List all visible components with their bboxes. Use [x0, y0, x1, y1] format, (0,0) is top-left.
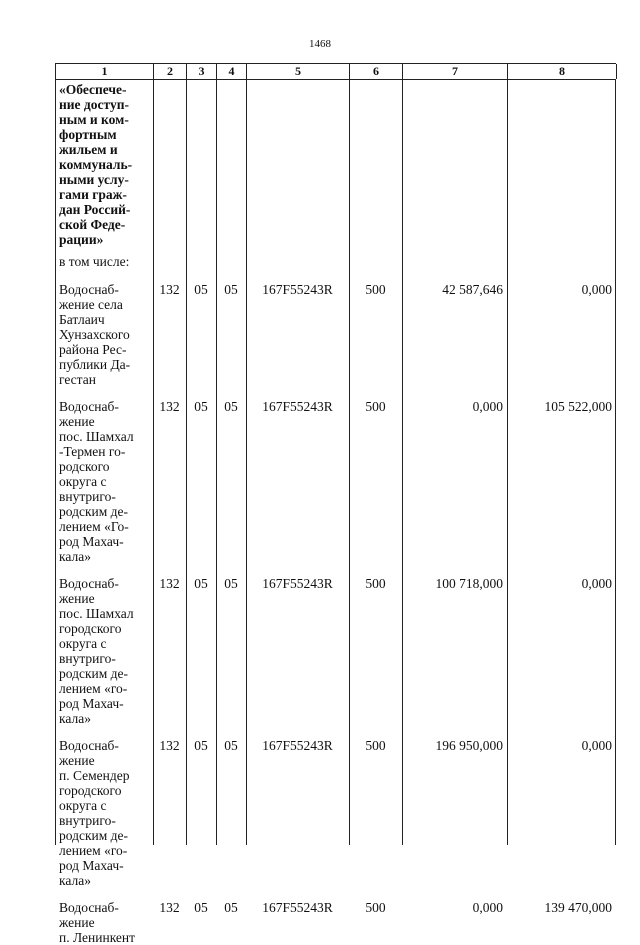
table-row: [55, 576, 616, 726]
code-subsection: 05: [224, 399, 238, 414]
object-name: Водоснаб- жение пос. Шамхал городского округа с внутриго- родским де- лением «го- род Махач- кала»: [59, 576, 134, 726]
column-rule: [246, 80, 247, 845]
column-rule: [153, 80, 154, 845]
code-expense-type: 500: [365, 399, 386, 414]
amount-col-8: 139 470,000: [544, 900, 612, 915]
code-section: 05: [194, 738, 208, 753]
page-number: 1468: [309, 38, 331, 50]
code-subsection: 05: [224, 900, 238, 915]
code-expense-type: 500: [365, 576, 386, 591]
code-ministry: 132: [159, 282, 180, 297]
table-row-subtitle: [55, 254, 616, 269]
table-row: [55, 282, 616, 387]
column-rule: [55, 80, 56, 845]
code-target: 167F55243R: [262, 399, 333, 414]
column-rule: [216, 80, 217, 845]
code-section: 05: [194, 576, 208, 591]
including-label: в том числе:: [59, 254, 130, 269]
table-body: [55, 80, 616, 945]
code-ministry: 132: [159, 399, 180, 414]
header-col-2: 2: [154, 64, 187, 79]
header-col-7: 7: [403, 64, 508, 79]
amount-col-7: 196 950,000: [435, 738, 503, 753]
header-col-3: 3: [187, 64, 217, 79]
amount-col-7: 42 587,646: [442, 282, 503, 297]
object-name: Водоснаб- жение п. Семендер городского округа с внутриго- родским де- лением «го- род Махач- кала»: [59, 738, 130, 888]
code-subsection: 05: [224, 576, 238, 591]
table-row: [55, 738, 616, 888]
program-title: «Обеспече- ние доступ- ным и ком- фортным жильем и коммуналь- ными услу- гами граж- дан Россий- ской Феде- рации»: [59, 82, 133, 247]
column-rule: [186, 80, 187, 845]
amount-col-7: 0,000: [472, 900, 503, 915]
code-expense-type: 500: [365, 738, 386, 753]
code-expense-type: 500: [365, 900, 386, 915]
code-expense-type: 500: [365, 282, 386, 297]
table-header: [55, 63, 616, 80]
code-subsection: 05: [224, 738, 238, 753]
code-section: 05: [194, 399, 208, 414]
header-col-4: 4: [217, 64, 247, 79]
table-row-intro: [55, 82, 616, 247]
amount-col-8: 0,000: [581, 738, 612, 753]
code-target: 167F55243R: [262, 282, 333, 297]
amount-col-8: 105 522,000: [544, 399, 612, 414]
column-rule: [349, 80, 350, 845]
amount-col-8: 0,000: [581, 576, 612, 591]
object-name: Водоснаб- жение пос. Шамхал -Термен го- родского округа с внутриго- родским де- лением «Го- род Махач- кала»: [59, 399, 134, 564]
code-target: 167F55243R: [262, 900, 333, 915]
code-ministry: 132: [159, 738, 180, 753]
table-row: [55, 900, 616, 945]
object-name: Водоснаб- жение села Батлаич Хунзахского района Рес- публики Да- гестан: [59, 282, 131, 387]
code-subsection: 05: [224, 282, 238, 297]
amount-col-7: 0,000: [472, 399, 503, 414]
amount-col-8: 0,000: [581, 282, 612, 297]
code-section: 05: [194, 282, 208, 297]
code-target: 167F55243R: [262, 576, 333, 591]
budget-table: [55, 63, 616, 945]
header-col-6: 6: [350, 64, 403, 79]
amount-col-7: 100 718,000: [435, 576, 503, 591]
code-ministry: 132: [159, 900, 180, 915]
code-target: 167F55243R: [262, 738, 333, 753]
header-col-1: 1: [56, 64, 154, 79]
header-col-5: 5: [247, 64, 350, 79]
header-col-8: 8: [508, 64, 617, 79]
column-rule: [615, 80, 616, 845]
code-section: 05: [194, 900, 208, 915]
column-rule: [402, 80, 403, 845]
object-name: Водоснаб- жение п. Ленинкент: [59, 900, 136, 945]
table-row: [55, 399, 616, 564]
column-rule: [507, 80, 508, 845]
code-ministry: 132: [159, 576, 180, 591]
